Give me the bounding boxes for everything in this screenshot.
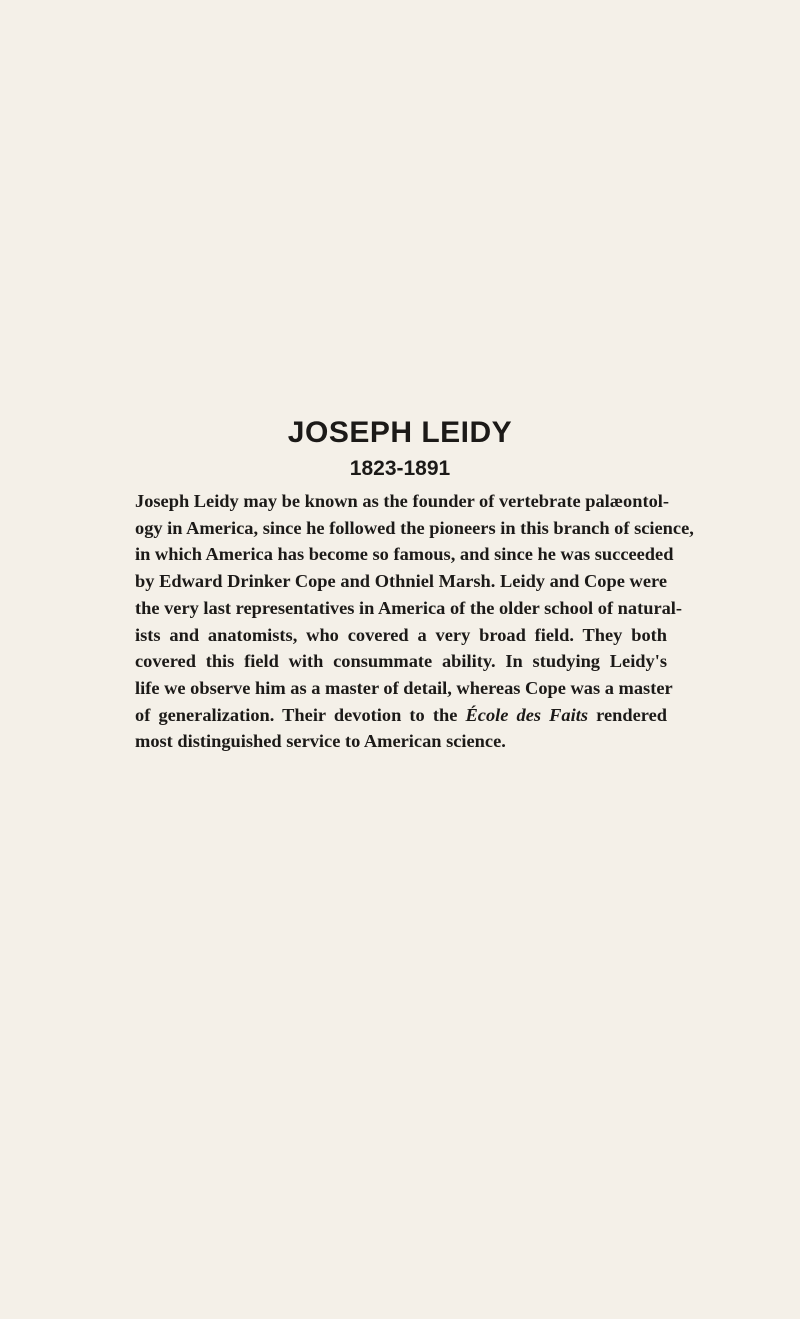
paragraph-line: most distinguished service to American science. [135, 731, 506, 752]
biography-paragraph [135, 488, 694, 755]
italic-phrase: École des Faits [465, 704, 589, 725]
paragraph-line: in which America has become so famous, and since he was succeeded [135, 544, 674, 565]
life-dates: 1823-1891 [349, 457, 451, 480]
paragraph-line: covered this field with consummate ability. In studying Leidy's [135, 651, 667, 672]
paragraph-line: Joseph Leidy may be known as the founder of vertebrate palæontol- [135, 491, 670, 511]
paragraph-text: of generalization. Their devotion to the [135, 704, 458, 725]
paragraph-line: ists and anatomists, who covered a very broad field. They both [135, 624, 667, 645]
page-title: JOSEPH LEIDY [287, 416, 513, 449]
paragraph-line: ogy in America, since he followed the pioneers in this branch of science, [135, 517, 694, 538]
paragraph-line: life we observe him as a master of detail, whereas Cope was a master [135, 677, 673, 698]
paragraph-text: rendered [596, 704, 667, 725]
paragraph-line: by Edward Drinker Cope and Othniel Marsh. Leidy and Cope were [135, 571, 667, 592]
paragraph-line: the very last representatives in America of the older school of natural- [135, 597, 683, 618]
paragraph-line [135, 702, 667, 729]
